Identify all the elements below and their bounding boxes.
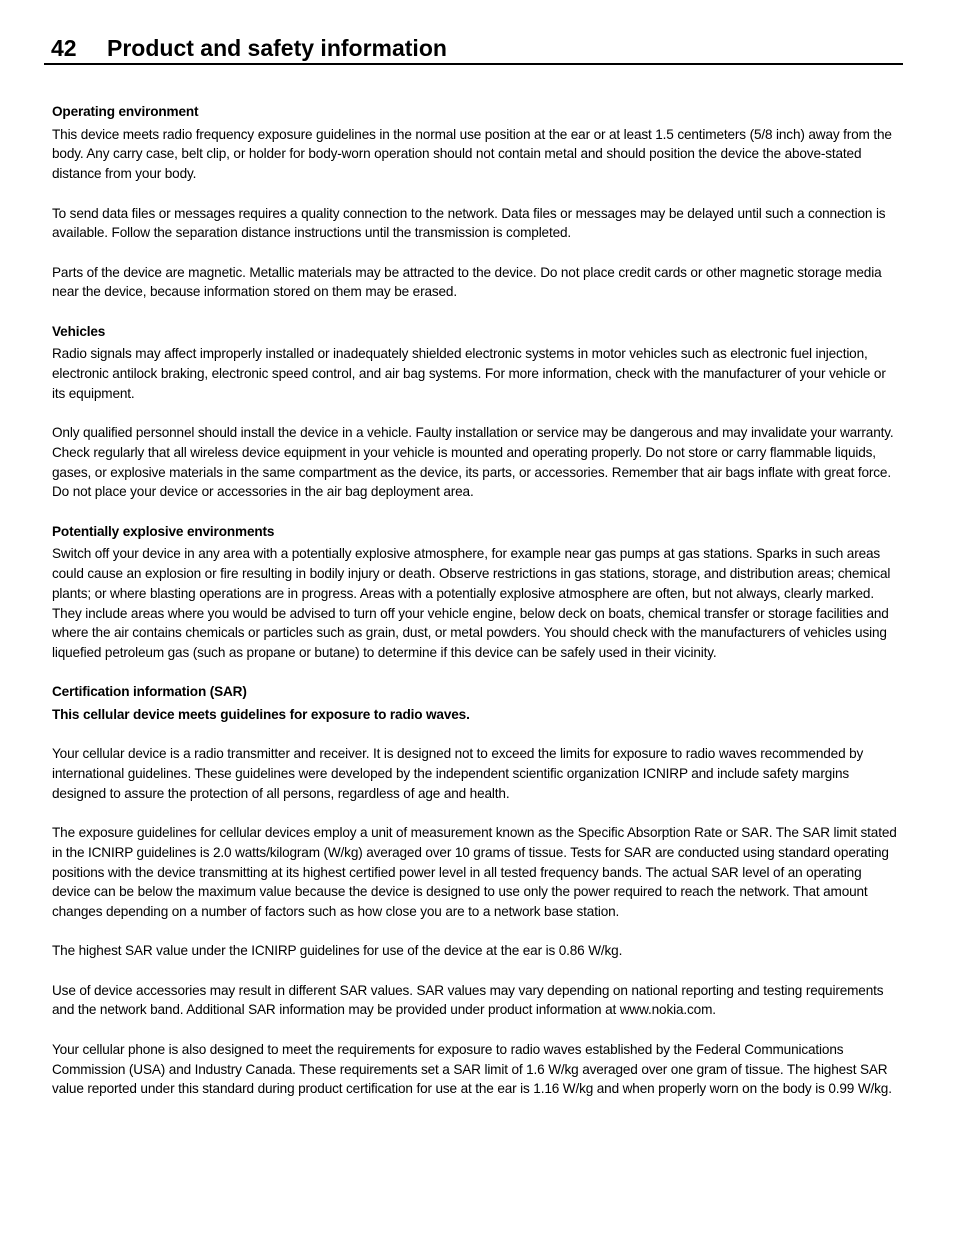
section-certification-sar bbox=[52, 682, 902, 1099]
section-operating-environment bbox=[52, 102, 902, 302]
paragraph: Switch off your device in any area with a potentially explosive atmosphere, for example near gas pumps at gas stations. Sparks in such areas could cause an explosion or fire resulting in bodily injury or death. Observe restrictions in gas stations, storage, and distribution areas; chemical plants; or where blasting operations are in progress. Areas with a potentially explosive atmosphere are often, but not always, clearly marked. They include areas where you would be advised to turn off your vehicle engine, below deck on boats, chemical transfer or storage facilities and where the air contains chemicals or particles such as grain, dust, or metal powders. You should check with the manufacturers of vehicles using liquefied petroleum gas (such as propane or butane) to determine if this device can be safely used in their vicinity. bbox=[52, 546, 891, 660]
paragraph: Radio signals may affect improperly installed or inadequately shielded electronic systems in motor vehicles such as electronic fuel injection, electronic antilock braking, electronic speed control, and air bag systems. For more information, check with the manufacturer of your vehicle or its equipment. bbox=[52, 346, 886, 401]
page-number: 42 bbox=[51, 35, 77, 61]
section-explosive-environments bbox=[52, 522, 902, 663]
section-vehicles bbox=[52, 322, 902, 502]
lead-statement: This cellular device meets guidelines for exposure to radio waves. bbox=[52, 707, 470, 722]
paragraph: The exposure guidelines for cellular devices employ a unit of measurement known as the Specific Absorption Rate or SAR. The SAR limit stated in the ICNIRP guidelines is 2.0 watts/kilogram (W/kg) averaged over 10 grams of tissue. Tests for SAR are conducted using standard operating positions with the device transmitting at its highest certified power level in all tested frequency bands. The actual SAR level of an operating device can be below the maximum value because the device is designed to use only the power required to reach the network. That amount changes depending on a number of factors such as how close you are to a network base station. bbox=[52, 825, 897, 919]
paragraph: Only qualified personnel should install the device in a vehicle. Faulty installation or service may be dangerous and may invalidate your warranty. Check regularly that all wireless device equipment in your vehicle is mounted and operating properly. Do not store or carry flammable liquids, gases, or explosive materials in the same compartment as the device, its parts, or accessories. Remember that air bags inflate with great force. Do not place your device or accessories in the air bag deployment area. bbox=[52, 425, 894, 500]
section-heading: Potentially explosive environments bbox=[52, 523, 275, 539]
paragraph: Your cellular device is a radio transmitter and receiver. It is designed not to exceed the limits for exposure to radio waves recommended by international guidelines. These guidelines were developed by the independent scientific organization ICNIRP and include safety margins designed to assure the protection of all persons, regardless of age and health. bbox=[52, 746, 864, 801]
section-heading: Operating environment bbox=[52, 104, 199, 119]
page-title: Product and safety information bbox=[107, 35, 447, 61]
section-heading: Certification information (SAR) bbox=[52, 684, 247, 700]
paragraph: To send data files or messages requires a quality connection to the network. Data files or messages may be delayed until such a connection is available. Follow the separation distance instructions until the transmission is completed. bbox=[52, 205, 886, 241]
paragraph: Parts of the device are magnetic. Metallic materials may be attracted to the device. Do not place credit cards or other magnetic storage media near the device, because information stored on them may be erased. bbox=[52, 264, 882, 300]
page-header bbox=[44, 32, 903, 65]
paragraph: Your cellular phone is also designed to meet the requirements for exposure to radio waves established by the Federal Communications Commission (USA) and Industry Canada. These requirements set a SAR limit of 1.6 W/kg averaged over one gram of tissue. The highest SAR value reported under this standard during product certification for use at the ear is 1.16 W/kg and when properly worn on the body is 0.99 W/kg. bbox=[52, 1041, 892, 1097]
paragraph: This device meets radio frequency exposure guidelines in the normal use position at the ear or at least 1.5 centimeters (5/8 inch) away from the body. Any carry case, belt clip, or holder for body-worn operation should not contain metal and should position the device the above-stated distance from your body. bbox=[52, 126, 892, 182]
section-heading: Vehicles bbox=[52, 323, 106, 339]
document-body bbox=[52, 102, 902, 1099]
paragraph: Use of device accessories may result in different SAR values. SAR values may vary depending on national reporting and testing requirements and the network band. Additional SAR information may be provided under product information at www.nokia.com. bbox=[52, 982, 884, 1018]
paragraph: The highest SAR value under the ICNIRP guidelines for use of the device at the ear is 0.86 W/kg. bbox=[52, 943, 623, 959]
